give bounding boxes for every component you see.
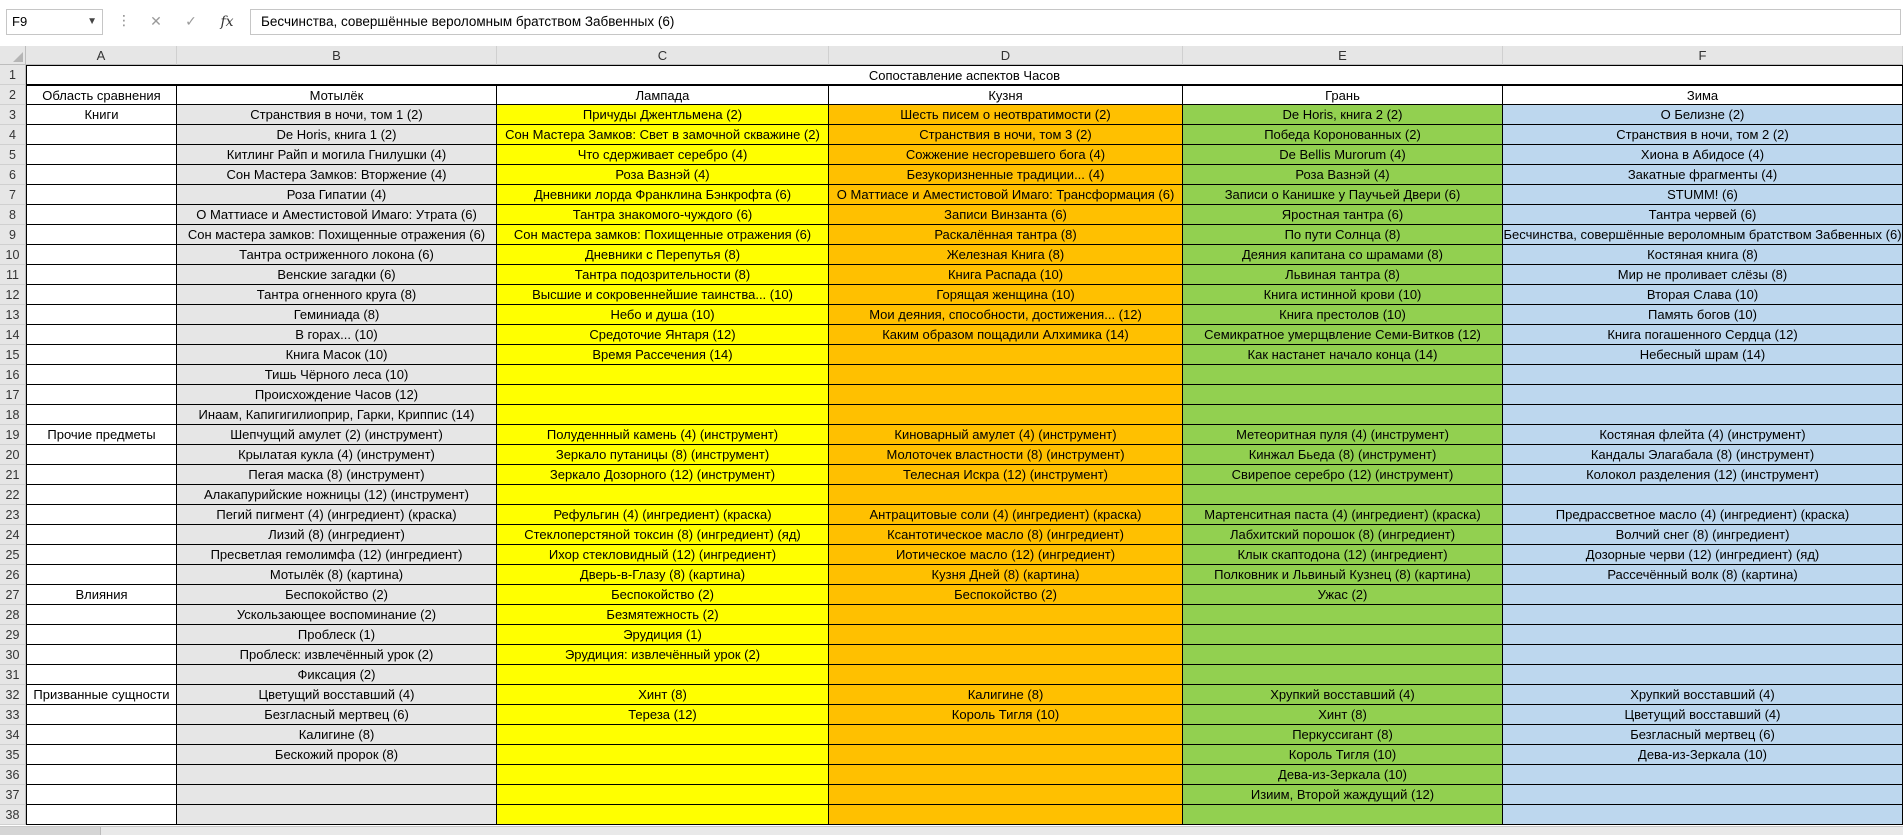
cell-A12[interactable]	[26, 285, 177, 305]
cell-A28[interactable]	[26, 605, 177, 625]
name-box[interactable]	[6, 9, 103, 35]
column-header-B[interactable]: B	[177, 46, 497, 65]
cell-A21[interactable]	[26, 465, 177, 485]
cell-A10[interactable]	[26, 245, 177, 265]
cell-E25[interactable]: Клык скаптодона (12) (ингредиент)	[1183, 545, 1503, 565]
cell-F32[interactable]: Хрупкий восставший (4)	[1503, 685, 1903, 705]
cell-F38[interactable]	[1503, 805, 1903, 825]
cell-B38[interactable]	[177, 805, 497, 825]
cell-D33[interactable]: Король Тигля (10)	[829, 705, 1183, 725]
cell-C22[interactable]	[497, 485, 829, 505]
row-header-18[interactable]: 18	[0, 405, 26, 425]
chevron-down-icon[interactable]: ▼	[87, 16, 97, 27]
cell-D38[interactable]	[829, 805, 1183, 825]
cell-A38[interactable]	[26, 805, 177, 825]
cell-F34[interactable]: Безгласный мертвец (6)	[1503, 725, 1903, 745]
cell-B4[interactable]: De Horis, книга 1 (2)	[177, 125, 497, 145]
cell-F21[interactable]: Колокол разделения (12) (инструмент)	[1503, 465, 1903, 485]
cell-F6[interactable]: Закатные фрагменты (4)	[1503, 165, 1903, 185]
cell-B14[interactable]: В горах... (10)	[177, 325, 497, 345]
cell-D31[interactable]	[829, 665, 1183, 685]
row-header-9[interactable]: 9	[0, 225, 26, 245]
cell-F28[interactable]	[1503, 605, 1903, 625]
cell-A13[interactable]	[26, 305, 177, 325]
cell-B30[interactable]: Проблеск: извлечённый урок (2)	[177, 645, 497, 665]
cell-E28[interactable]	[1183, 605, 1503, 625]
cell-D12[interactable]: Горящая женщина (10)	[829, 285, 1183, 305]
cell-A6[interactable]	[26, 165, 177, 185]
cell-A32[interactable]: Призванные сущности	[26, 685, 177, 705]
cell-D20[interactable]: Молоточек властности (8) (инструмент)	[829, 445, 1183, 465]
cell-B33[interactable]: Безгласный мертвец (6)	[177, 705, 497, 725]
row-header-36[interactable]: 36	[0, 765, 26, 785]
cell-C36[interactable]	[497, 765, 829, 785]
cell-E8[interactable]: Яростная тантра (6)	[1183, 205, 1503, 225]
cell-C29[interactable]: Эрудиция (1)	[497, 625, 829, 645]
cell-B17[interactable]: Происхождение Часов (12)	[177, 385, 497, 405]
cell-D6[interactable]: Безукоризненные традиции... (4)	[829, 165, 1183, 185]
cell-F22[interactable]	[1503, 485, 1903, 505]
cell-F15[interactable]: Небесный шрам (14)	[1503, 345, 1903, 365]
cell-E5[interactable]: De Bellis Murorum (4)	[1183, 145, 1503, 165]
cell-A30[interactable]	[26, 645, 177, 665]
cell-F25[interactable]: Дозорные черви (12) (ингредиент) (яд)	[1503, 545, 1903, 565]
cell-F27[interactable]	[1503, 585, 1903, 605]
cell-A24[interactable]	[26, 525, 177, 545]
row-header-23[interactable]: 23	[0, 505, 26, 525]
cell-C16[interactable]	[497, 365, 829, 385]
cell-A9[interactable]	[26, 225, 177, 245]
cell-D25[interactable]: Иотическое масло (12) (ингредиент)	[829, 545, 1183, 565]
cell-B32[interactable]: Цветущий восставший (4)	[177, 685, 497, 705]
cell-A18[interactable]	[26, 405, 177, 425]
cell-D3[interactable]: Шесть писем о неотвратимости (2)	[829, 105, 1183, 125]
cell-C12[interactable]: Высшие и сокровеннейшие таинства... (10)	[497, 285, 829, 305]
cell-F23[interactable]: Предрассветное масло (4) (ингредиент) (краска)	[1503, 505, 1903, 525]
cell-C28[interactable]: Безмятежность (2)	[497, 605, 829, 625]
cell-D16[interactable]	[829, 365, 1183, 385]
cell-D21[interactable]: Телесная Искра (12) (инструмент)	[829, 465, 1183, 485]
cell-C7[interactable]: Дневники лорда Франклина Бэнкрофта (6)	[497, 185, 829, 205]
row-header-16[interactable]: 16	[0, 365, 26, 385]
cell-B16[interactable]: Тишь Чёрного леса (10)	[177, 365, 497, 385]
row-header-15[interactable]: 15	[0, 345, 26, 365]
cell-F8[interactable]: Тантра червей (6)	[1503, 205, 1903, 225]
cell-E18[interactable]	[1183, 405, 1503, 425]
row-header-11[interactable]: 11	[0, 265, 26, 285]
cell-F13[interactable]: Память богов (10)	[1503, 305, 1903, 325]
cell-C23[interactable]: Рефульгин (4) (ингредиент) (краска)	[497, 505, 829, 525]
cell-D23[interactable]: Антрацитовые соли (4) (ингредиент) (краска)	[829, 505, 1183, 525]
cell-D32[interactable]: Калигине (8)	[829, 685, 1183, 705]
cell-B36[interactable]	[177, 765, 497, 785]
cell-E32[interactable]: Хрупкий восставший (4)	[1183, 685, 1503, 705]
confirm-icon[interactable]: ✓	[185, 14, 197, 30]
cell-B18[interactable]: Инаам, Капигигилиоприр, Гарки, Криппис (14)	[177, 405, 497, 425]
spreadsheet-grid[interactable]	[0, 46, 1903, 826]
row-header-31[interactable]: 31	[0, 665, 26, 685]
cell-B12[interactable]: Тантра огненного круга (8)	[177, 285, 497, 305]
row-header-34[interactable]: 34	[0, 725, 26, 745]
cell-F19[interactable]: Костяная флейта (4) (инструмент)	[1503, 425, 1903, 445]
cell-D7[interactable]: О Маттиасе и Аместистовой Имаго: Трансформация (6)	[829, 185, 1183, 205]
cell-C32[interactable]: Хинт (8)	[497, 685, 829, 705]
cell-A37[interactable]	[26, 785, 177, 805]
cell-A14[interactable]	[26, 325, 177, 345]
cell-C11[interactable]: Тантра подозрительности (8)	[497, 265, 829, 285]
cell-B9[interactable]: Сон мастера замков: Похищенные отражения (6)	[177, 225, 497, 245]
cell-B6[interactable]: Сон Мастера Замков: Вторжение (4)	[177, 165, 497, 185]
cell-F37[interactable]	[1503, 785, 1903, 805]
cell-E22[interactable]	[1183, 485, 1503, 505]
cell-B23[interactable]: Пегий пигмент (4) (ингредиент) (краска)	[177, 505, 497, 525]
cell-E11[interactable]: Львиная тантра (8)	[1183, 265, 1503, 285]
cell-C10[interactable]: Дневники с Перепутья (8)	[497, 245, 829, 265]
formula-input[interactable]: Бесчинства, совершённые вероломным братством Забвенных (6)	[250, 9, 1901, 35]
row-header-28[interactable]: 28	[0, 605, 26, 625]
cell-E29[interactable]	[1183, 625, 1503, 645]
cell-E9[interactable]: По пути Солнца (8)	[1183, 225, 1503, 245]
cell-C8[interactable]: Тантра знакомого-чуждого (6)	[497, 205, 829, 225]
cell-F20[interactable]: Кандалы Элагабала (8) (инструмент)	[1503, 445, 1903, 465]
cell-F35[interactable]: Дева-из-Зеркала (10)	[1503, 745, 1903, 765]
cell-B25[interactable]: Пресветлая гемолимфа (12) (ингредиент)	[177, 545, 497, 565]
cell-E34[interactable]: Перкуссигант (8)	[1183, 725, 1503, 745]
column-header-E[interactable]: E	[1183, 46, 1503, 65]
cell-A36[interactable]	[26, 765, 177, 785]
cell-D19[interactable]: Киноварный амулет (4) (инструмент)	[829, 425, 1183, 445]
cell-C17[interactable]	[497, 385, 829, 405]
row-header-3[interactable]: 3	[0, 105, 26, 125]
cell-C13[interactable]: Небо и душа (10)	[497, 305, 829, 325]
cell-E23[interactable]: Мартенситная паста (4) (ингредиент) (краска)	[1183, 505, 1503, 525]
cell-E19[interactable]: Метеоритная пуля (4) (инструмент)	[1183, 425, 1503, 445]
header-cell-A2[interactable]: Область сравнения	[26, 85, 177, 105]
cell-F29[interactable]	[1503, 625, 1903, 645]
cell-A5[interactable]	[26, 145, 177, 165]
row-header-8[interactable]: 8	[0, 205, 26, 225]
cell-B13[interactable]: Геминиада (8)	[177, 305, 497, 325]
cell-C14[interactable]: Средоточие Янтаря (12)	[497, 325, 829, 345]
cell-D10[interactable]: Железная Книга (8)	[829, 245, 1183, 265]
cell-E36[interactable]: Дева-из-Зеркала (10)	[1183, 765, 1503, 785]
cell-D37[interactable]	[829, 785, 1183, 805]
cell-C34[interactable]	[497, 725, 829, 745]
cell-D35[interactable]	[829, 745, 1183, 765]
row-header-32[interactable]: 32	[0, 685, 26, 705]
cell-B8[interactable]: О Маттиасе и Аместистовой Имаго: Утрата (6)	[177, 205, 497, 225]
cell-D22[interactable]	[829, 485, 1183, 505]
cell-D11[interactable]: Книга Распада (10)	[829, 265, 1183, 285]
cell-B35[interactable]: Бескожий пророк (8)	[177, 745, 497, 765]
cell-E15[interactable]: Как настанет начало конца (14)	[1183, 345, 1503, 365]
cell-C3[interactable]: Причуды Джентльмена (2)	[497, 105, 829, 125]
cell-F4[interactable]: Странствия в ночи, том 2 (2)	[1503, 125, 1903, 145]
column-header-F[interactable]: F	[1503, 46, 1903, 65]
cell-A27[interactable]: Влияния	[26, 585, 177, 605]
cell-C15[interactable]: Время Рассечения (14)	[497, 345, 829, 365]
cell-F18[interactable]	[1503, 405, 1903, 425]
cell-C19[interactable]: Полуденнный камень (4) (инструмент)	[497, 425, 829, 445]
cell-E38[interactable]	[1183, 805, 1503, 825]
cell-B31[interactable]: Фиксация (2)	[177, 665, 497, 685]
header-cell-B2[interactable]: Мотылёк	[177, 85, 497, 105]
fx-icon[interactable]: fx	[220, 14, 234, 30]
row-header-7[interactable]: 7	[0, 185, 26, 205]
cell-E4[interactable]: Победа Коронованных (2)	[1183, 125, 1503, 145]
cell-C6[interactable]: Роза Вазнэй (4)	[497, 165, 829, 185]
cell-D9[interactable]: Раскалённая тантра (8)	[829, 225, 1183, 245]
cell-A25[interactable]	[26, 545, 177, 565]
cell-B15[interactable]: Книга Масок (10)	[177, 345, 497, 365]
cell-B11[interactable]: Венские загадки (6)	[177, 265, 497, 285]
row-header-21[interactable]: 21	[0, 465, 26, 485]
cell-B22[interactable]: Алакапурийские ножницы (12) (инструмент)	[177, 485, 497, 505]
cell-A22[interactable]	[26, 485, 177, 505]
row-header-25[interactable]: 25	[0, 545, 26, 565]
row-header-4[interactable]: 4	[0, 125, 26, 145]
cell-A34[interactable]	[26, 725, 177, 745]
cell-D30[interactable]	[829, 645, 1183, 665]
row-header-24[interactable]: 24	[0, 525, 26, 545]
cell-D5[interactable]: Сожжение несгоревшего бога (4)	[829, 145, 1183, 165]
cell-D14[interactable]: Каким образом пощадили Алхимика (14)	[829, 325, 1183, 345]
column-header-C[interactable]: C	[497, 46, 829, 65]
cell-A35[interactable]	[26, 745, 177, 765]
cell-A4[interactable]	[26, 125, 177, 145]
cell-C27[interactable]: Беспокойство (2)	[497, 585, 829, 605]
cell-A33[interactable]	[26, 705, 177, 725]
cell-F17[interactable]	[1503, 385, 1903, 405]
cell-C4[interactable]: Сон Мастера Замков: Свет в замочной скважине (2)	[497, 125, 829, 145]
cell-A16[interactable]	[26, 365, 177, 385]
more-icon: ⋮	[117, 13, 131, 29]
cell-E35[interactable]: Король Тигля (10)	[1183, 745, 1503, 765]
cell-C31[interactable]	[497, 665, 829, 685]
row-header-20[interactable]: 20	[0, 445, 26, 465]
cell-D18[interactable]	[829, 405, 1183, 425]
cell-B29[interactable]: Проблеск (1)	[177, 625, 497, 645]
cell-E26[interactable]: Полковник и Львиный Кузнец (8) (картина)	[1183, 565, 1503, 585]
row-header-33[interactable]: 33	[0, 705, 26, 725]
header-cell-C2[interactable]: Лампада	[497, 85, 829, 105]
sheet-title[interactable]: Сопоставление аспектов Часов	[26, 65, 1903, 85]
cell-D4[interactable]: Странствия в ночи, том 3 (2)	[829, 125, 1183, 145]
cell-A29[interactable]	[26, 625, 177, 645]
cell-B7[interactable]: Роза Гипатии (4)	[177, 185, 497, 205]
cell-F36[interactable]	[1503, 765, 1903, 785]
cell-E20[interactable]: Кинжал Бьеда (8) (инструмент)	[1183, 445, 1503, 465]
cell-D26[interactable]: Кузня Дней (8) (картина)	[829, 565, 1183, 585]
cell-C20[interactable]: Зеркало путаницы (8) (инструмент)	[497, 445, 829, 465]
cell-B28[interactable]: Ускользающее воспоминание (2)	[177, 605, 497, 625]
cell-C9[interactable]: Сон мастера замков: Похищенные отражения (6)	[497, 225, 829, 245]
cell-C33[interactable]: Тереза (12)	[497, 705, 829, 725]
cell-E31[interactable]	[1183, 665, 1503, 685]
cell-D36[interactable]	[829, 765, 1183, 785]
row-header-14[interactable]: 14	[0, 325, 26, 345]
cell-D13[interactable]: Мои деяния, способности, достижения... (12)	[829, 305, 1183, 325]
cell-F11[interactable]: Мир не проливает слёзы (8)	[1503, 265, 1903, 285]
cell-D8[interactable]: Записи Винзанта (6)	[829, 205, 1183, 225]
cell-B10[interactable]: Тантра остриженного локона (6)	[177, 245, 497, 265]
cell-B19[interactable]: Шепчущий амулет (2) (инструмент)	[177, 425, 497, 445]
column-header-D[interactable]: D	[829, 46, 1183, 65]
cell-F33[interactable]: Цветущий восставший (4)	[1503, 705, 1903, 725]
cell-D15[interactable]	[829, 345, 1183, 365]
cell-C26[interactable]: Дверь-в-Глазу (8) (картина)	[497, 565, 829, 585]
cell-A8[interactable]	[26, 205, 177, 225]
cell-A3[interactable]: Книги	[26, 105, 177, 125]
cell-A26[interactable]	[26, 565, 177, 585]
cell-F14[interactable]: Книга погашенного Сердца (12)	[1503, 325, 1903, 345]
cell-A15[interactable]	[26, 345, 177, 365]
row-header-19[interactable]: 19	[0, 425, 26, 445]
column-header-A[interactable]: A	[26, 46, 177, 65]
cell-B26[interactable]: Мотылёк (8) (картина)	[177, 565, 497, 585]
cell-F12[interactable]: Вторая Слава (10)	[1503, 285, 1903, 305]
cell-E37[interactable]: Изиим, Второй жаждущий (12)	[1183, 785, 1503, 805]
cell-A23[interactable]	[26, 505, 177, 525]
header-cell-E2[interactable]: Грань	[1183, 85, 1503, 105]
cell-D17[interactable]	[829, 385, 1183, 405]
cell-C18[interactable]	[497, 405, 829, 425]
row-header-5[interactable]: 5	[0, 145, 26, 165]
cell-A11[interactable]	[26, 265, 177, 285]
cell-E30[interactable]	[1183, 645, 1503, 665]
cell-E7[interactable]: Записи о Канишке у Пaучьей Двери (6)	[1183, 185, 1503, 205]
row-header-13[interactable]: 13	[0, 305, 26, 325]
formula-bar	[0, 0, 1903, 46]
cell-B3[interactable]: Странствия в ночи, том 1 (2)	[177, 105, 497, 125]
cell-E27[interactable]: Ужас (2)	[1183, 585, 1503, 605]
cell-B34[interactable]: Калигине (8)	[177, 725, 497, 745]
select-all-corner[interactable]	[0, 46, 26, 65]
cell-F26[interactable]: Рассечённый волк (8) (картина)	[1503, 565, 1903, 585]
cell-E17[interactable]	[1183, 385, 1503, 405]
cell-D24[interactable]: Ксантотическое масло (8) (ингредиент)	[829, 525, 1183, 545]
row-header-35[interactable]: 35	[0, 745, 26, 765]
row-header-6[interactable]: 6	[0, 165, 26, 185]
row-header-29[interactable]: 29	[0, 625, 26, 645]
header-cell-F2[interactable]: Зима	[1503, 85, 1903, 105]
cell-C5[interactable]: Что сдерживает серебро (4)	[497, 145, 829, 165]
cell-D34[interactable]	[829, 725, 1183, 745]
cell-F30[interactable]	[1503, 645, 1903, 665]
row-header-26[interactable]: 26	[0, 565, 26, 585]
cell-E3[interactable]: De Horis, книга 2 (2)	[1183, 105, 1503, 125]
cell-A31[interactable]	[26, 665, 177, 685]
cell-C38[interactable]	[497, 805, 829, 825]
cell-B24[interactable]: Лизий (8) (ингредиент)	[177, 525, 497, 545]
cell-F16[interactable]	[1503, 365, 1903, 385]
cell-C21[interactable]: Зеркало Дозорного (12) (инструмент)	[497, 465, 829, 485]
cell-E14[interactable]: Семикратное умерщвление Семи-Витков (12)	[1183, 325, 1503, 345]
cell-E12[interactable]: Книга истинной крови (10)	[1183, 285, 1503, 305]
cell-A17[interactable]	[26, 385, 177, 405]
cell-F9[interactable]: Бесчинства, совершённые вероломным братством Забвенных (6)	[1503, 225, 1903, 245]
row-header-10[interactable]: 10	[0, 245, 26, 265]
cell-C25[interactable]: Ихор стекловидный (12) (ингредиент)	[497, 545, 829, 565]
cell-F10[interactable]: Костяная книга (8)	[1503, 245, 1903, 265]
cell-E13[interactable]: Книга престолов (10)	[1183, 305, 1503, 325]
name-box-value: F9	[12, 14, 28, 29]
cell-F7[interactable]: STUMM! (6)	[1503, 185, 1903, 205]
cell-F31[interactable]	[1503, 665, 1903, 685]
row-header-38[interactable]: 38	[0, 805, 26, 825]
cancel-icon[interactable]: ✕	[150, 14, 162, 30]
cell-C30[interactable]: Эрудиция: извлечённый урок (2)	[497, 645, 829, 665]
row-header-37[interactable]: 37	[0, 785, 26, 805]
cell-D28[interactable]	[829, 605, 1183, 625]
row-header-1[interactable]: 1	[0, 65, 26, 85]
cell-E24[interactable]: Лабхитский порошок (8) (ингредиент)	[1183, 525, 1503, 545]
cell-D29[interactable]	[829, 625, 1183, 645]
cell-F24[interactable]: Волчий снег (8) (ингредиент)	[1503, 525, 1903, 545]
cell-B37[interactable]	[177, 785, 497, 805]
cell-F3[interactable]: О Белизне (2)	[1503, 105, 1903, 125]
cell-D27[interactable]: Беспокойство (2)	[829, 585, 1183, 605]
cell-C37[interactable]	[497, 785, 829, 805]
row-header-27[interactable]: 27	[0, 585, 26, 605]
cell-E16[interactable]	[1183, 365, 1503, 385]
row-header-22[interactable]: 22	[0, 485, 26, 505]
cell-E21[interactable]: Свирепое серебро (12) (инструмент)	[1183, 465, 1503, 485]
cell-A7[interactable]	[26, 185, 177, 205]
cell-B20[interactable]: Крылатая кукла (4) (инструмент)	[177, 445, 497, 465]
cell-B5[interactable]: Китлинг Райп и могила Гнилушки (4)	[177, 145, 497, 165]
cell-E6[interactable]: Роза Вазнэй (4)	[1183, 165, 1503, 185]
cell-A20[interactable]	[26, 445, 177, 465]
cell-F5[interactable]: Хиона в Абидосе (4)	[1503, 145, 1903, 165]
cell-A19[interactable]: Прочие предметы	[26, 425, 177, 445]
cell-C35[interactable]	[497, 745, 829, 765]
header-cell-D2[interactable]: Кузня	[829, 85, 1183, 105]
cell-B27[interactable]: Беспокойство (2)	[177, 585, 497, 605]
row-header-2[interactable]: 2	[0, 85, 26, 105]
cell-B21[interactable]: Пегая маска (8) (инструмент)	[177, 465, 497, 485]
cell-E10[interactable]: Деяния капитана со шрамами (8)	[1183, 245, 1503, 265]
cell-C24[interactable]: Стеклоперстяной токсин (8) (ингредиент) (яд)	[497, 525, 829, 545]
row-header-12[interactable]: 12	[0, 285, 26, 305]
cell-E33[interactable]: Хинт (8)	[1183, 705, 1503, 725]
row-header-17[interactable]: 17	[0, 385, 26, 405]
row-header-30[interactable]: 30	[0, 645, 26, 665]
